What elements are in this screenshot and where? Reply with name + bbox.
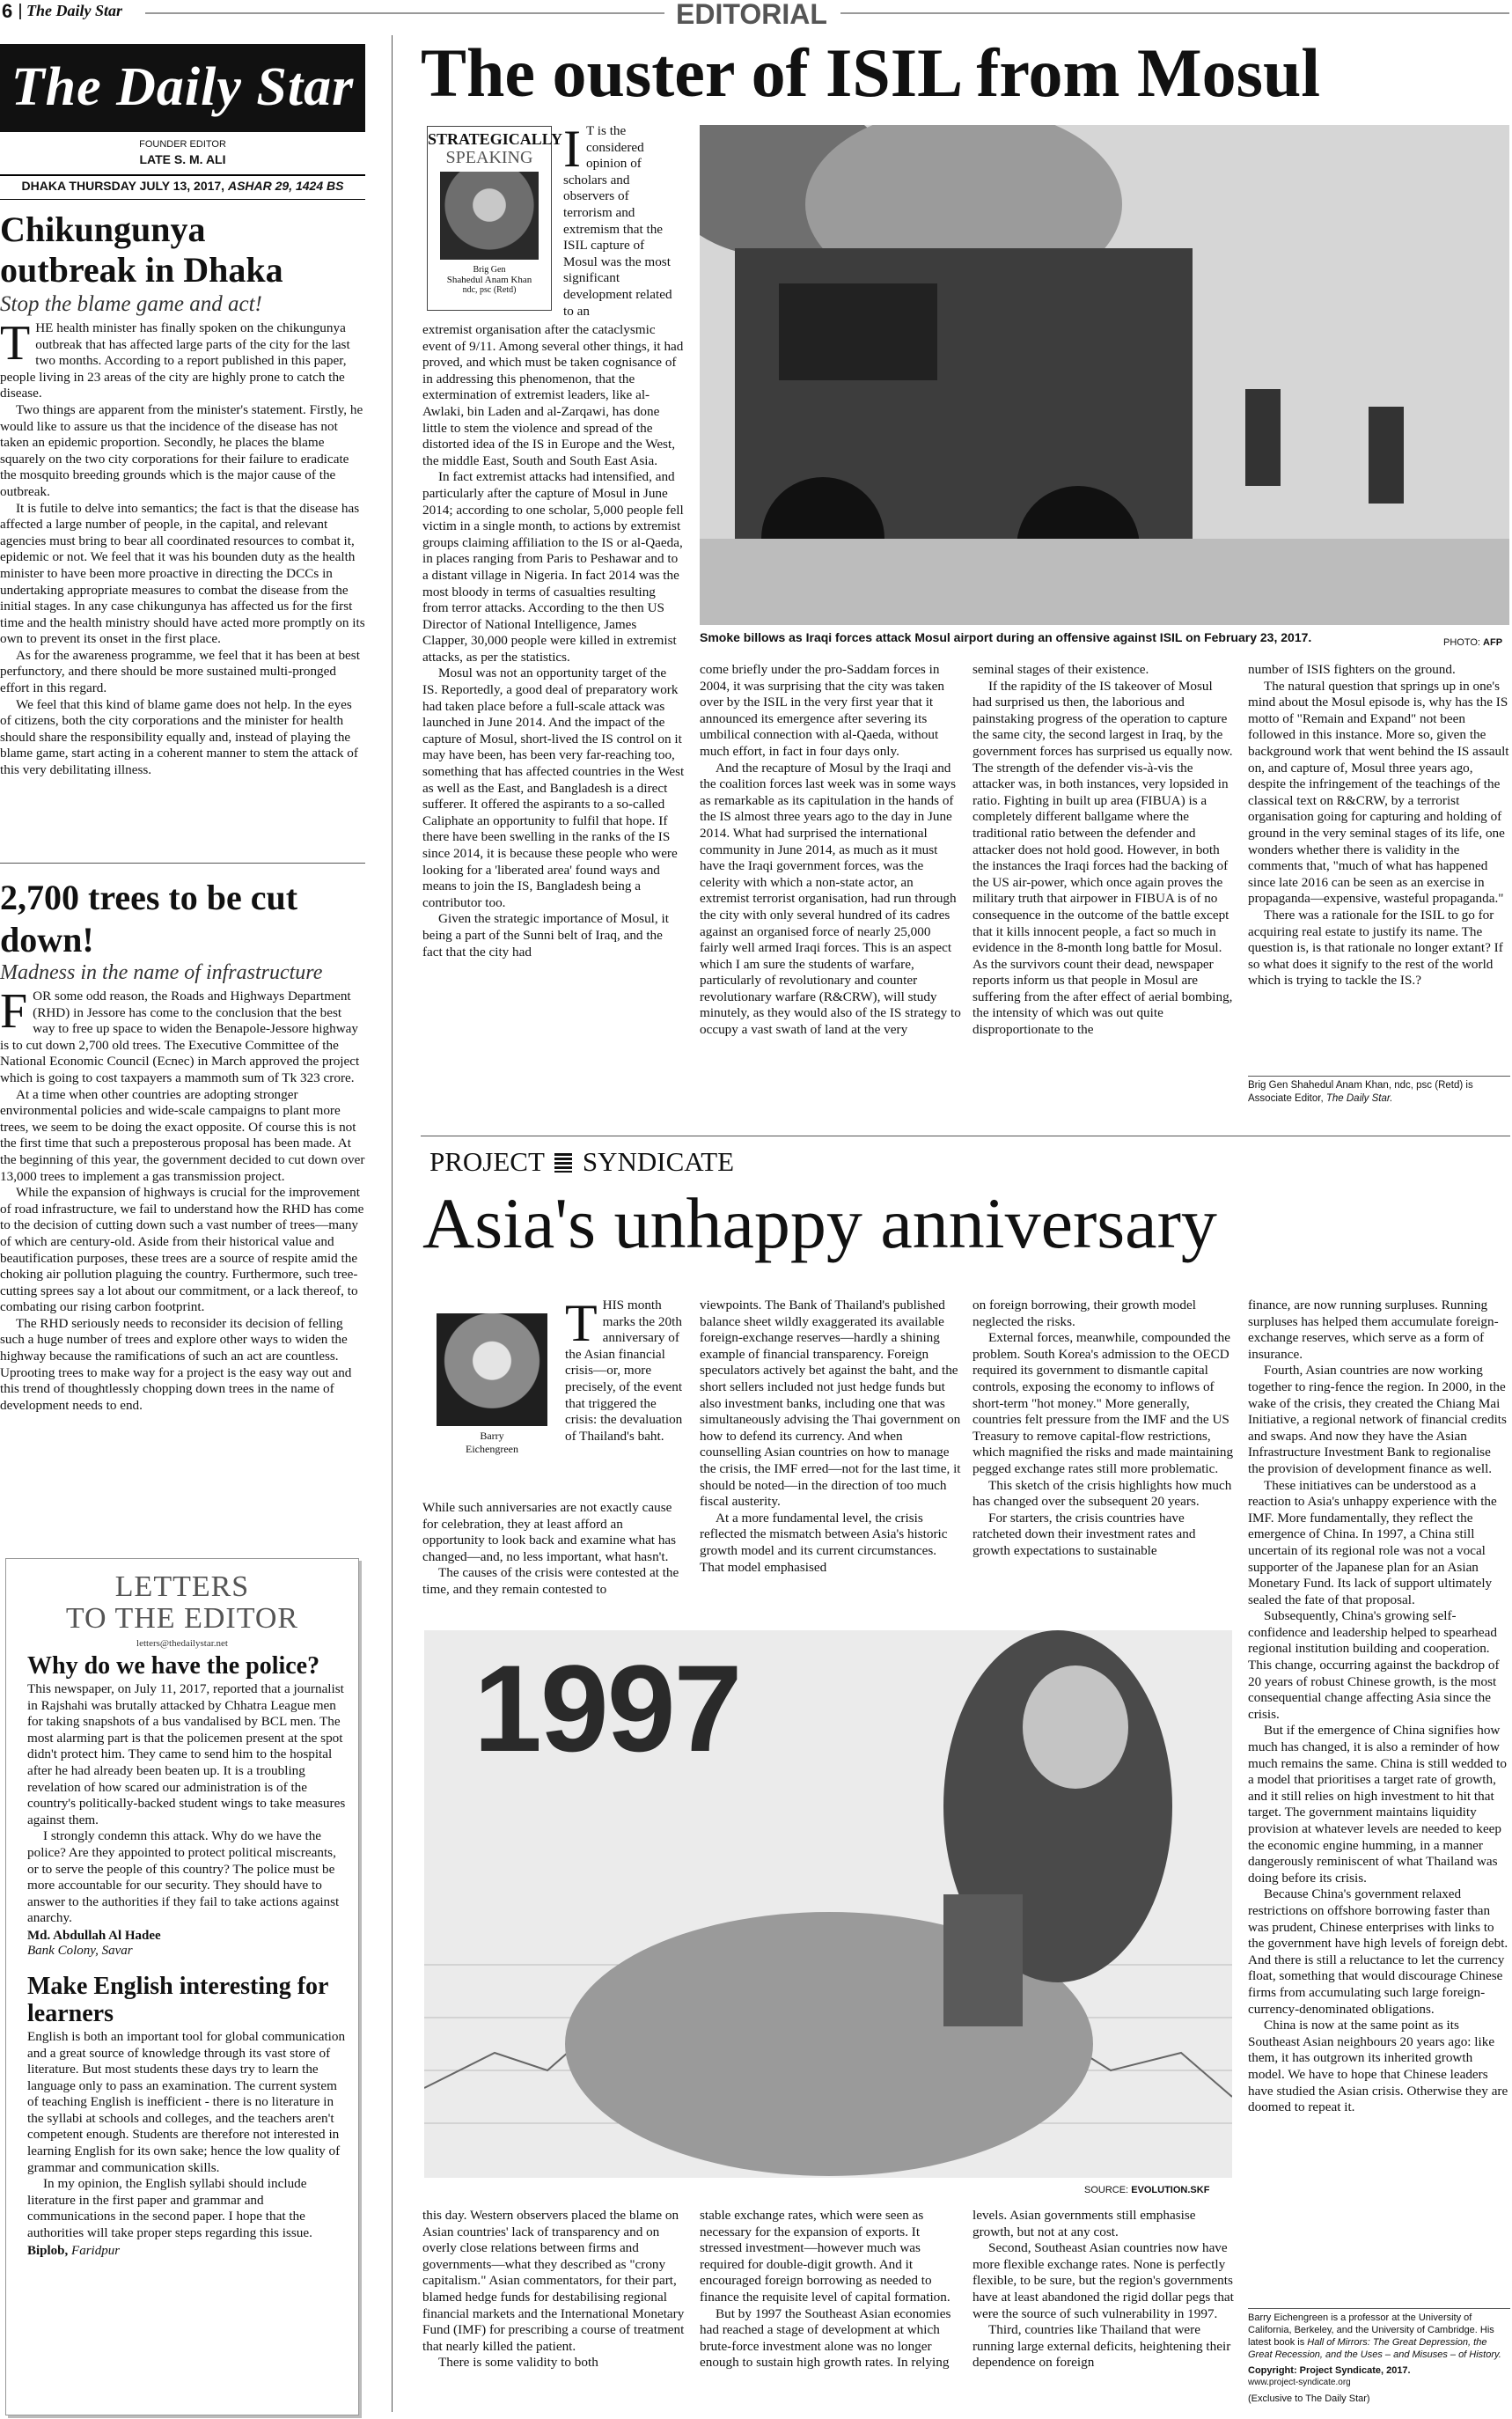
letter2-title: Make English interesting for learners <box>27 1972 328 2027</box>
syndicate-para: China is now at the same point as its Southeast Asian neighbours 20 years ago: like them, it has outgrown its inherited growth model. We have to hope that Chinese leaders have studied the Asian crisis. Otherwise they are doomed to repeat it. <box>1248 2018 1508 2115</box>
syndicate-col3 <box>973 1298 1235 1560</box>
editorial1-body <box>0 316 365 779</box>
eichengreen-first-name: Barry <box>480 1430 504 1442</box>
syndicate-para: The causes of the crisis were contested at the time, and they remain contested to <box>422 1565 679 1597</box>
isil-col2 <box>700 662 962 1039</box>
syndicate-para: While such anniversaries are not exactly cause for celebration, they at least afford an opportunity to look back and examine what has changed—and, no less important, what hasn't. <box>422 1500 677 1564</box>
isil-bio-paper: The Daily Star. <box>1325 1093 1393 1104</box>
syndicate-bio <box>1248 2312 1510 2405</box>
dateline-rule <box>0 199 365 200</box>
founder-name: LATE S. M. ALI <box>139 152 226 166</box>
isil-column-box <box>427 126 563 311</box>
letter1-author: Md. Abdullah Al Hadee <box>27 1928 161 1943</box>
isil-para: number of ISIS fighters on the ground. <box>1248 662 1456 677</box>
eichengreen-last-name: Eichengreen <box>466 1443 518 1455</box>
letter1-location: Bank Colony, Savar <box>27 1943 133 1958</box>
syndicate-bottom-col2 <box>700 2208 962 2371</box>
left-column-rule <box>392 35 393 2412</box>
bio-book: Hall of Mirrors: The Great Depression, the Great Recession, and the Uses – and Misuses – of History. <box>1248 2337 1501 2360</box>
editorial2-title: 2,700 trees to be cut down! <box>0 878 298 960</box>
dateline-english: DHAKA THURSDAY JULY 13, 2017, <box>21 179 228 193</box>
letters-email[interactable]: letters@thedailystar.net <box>136 1638 228 1649</box>
syndicate-exclusive: (Exclusive to The Daily Star) <box>1248 2393 1370 2404</box>
isil-col1 <box>422 322 685 960</box>
syndicate-para: Third, countries like Thailand that were running large external deficits, heightening their dependence on foreign <box>973 2322 1231 2371</box>
photo-credit-label: PHOTO: <box>1443 637 1484 648</box>
mosul-photo-credit <box>1443 637 1502 648</box>
letters-content <box>27 1652 346 2259</box>
eichengreen-photo-box <box>433 1313 551 1465</box>
syndicate-label-left: PROJECT <box>429 1146 545 1177</box>
founder-label: FOUNDER EDITOR <box>139 139 226 150</box>
isil-para: Given the strategic importance of Mosul, it being a part of the Sunni belt of Iraq, and the fact that the city had <box>422 911 669 960</box>
letter1-para: I strongly condemn this attack. Why do we have the police? Are they appointed to protect political miscreants, or to serve the people of this country? The police must be more accountable for our security. They should have to answer to the authorities if they fail to take actions against anarchy. <box>27 1828 340 1926</box>
letters-heading-line1: LETTERS <box>114 1570 250 1603</box>
isil-col1-intro <box>563 120 678 320</box>
editorial1-para: We feel that this kind of blame game does not help. In the eyes of citizens, both the city corporations and the minister for health should share the responsibility equally and, instead of playing the blame game, start acting in a coherent manner to stem the attack of this very debilitating illness. <box>0 696 358 778</box>
dateline-bengali: ASHAR 29, 1424 BS <box>227 179 344 193</box>
syndicate-col1 <box>422 1500 685 1599</box>
letter2-location: Faridpur <box>71 2243 121 2258</box>
isil-col3 <box>973 662 1235 1039</box>
photo-credit-source: AFP <box>1483 637 1503 648</box>
isil-para: If the rapidity of the IS takeover of Mosul had surprised us then, the laborious and painstaking progress of the operation to capture the same city, the second largest in Iraq, by the government forces has surprised us equally now. The strength of the defender vis-à-vis the attacker was, in both instances, very lopsided in ratio. Fighting in built up area (FIBUA) is a completely different ballgame where the traditional ratio between the defender and attacker does not hold good. However, in both the instances the Iraqi forces had the backing of the US air-power, which once again proves the military truth that airpower in FIBUA is of no consequence in the outcome of the battle except that it kills innocent people, a fact so much in evidence in the 8-month long battle for Mosul. As the survivors count their dead, newspaper reports inform us that people in Mosul are suffering from the after effect of aerial bombing, the intensity of which was out quite disproportionate to the <box>973 678 1233 1038</box>
syndicate-bio-rule <box>1248 2308 1510 2309</box>
syndicate-label <box>429 1146 734 1178</box>
syndicate-bio-text <box>1248 2312 1510 2361</box>
mosul-photo-caption: Smoke billows as Iraqi forces attack Mosul airport during an offensive against ISIL on February 23, 2017. <box>700 630 1312 644</box>
syndicate-para: stable exchange rates, which were seen as necessary for the expansion of exports. It stressed investment—however much was required for double-digit growth. And it encouraged foreign borrowing as needed to finance the requisite level of capital formation. <box>700 2208 951 2305</box>
syndicate-para: finance, are now running surpluses. Running surpluses has helped them accumulate foreign-exchange reserves, which serve as a form of insurance. <box>1248 1298 1499 1362</box>
isil-para: In fact extremist attacks had intensified, and particularly after the capture of Mosul in June 2014; according to one scholar, 5,000 people fell victim in a single month, to actions by extremist groups claiming affiliation to the IS or al-Qaeda, in places ranging from Paris to Peshawar and to a distant village in Nigeria. In fact 2014 was the most bloody in terms of casualties resulting from terror attacks. According to the then US Director of National Intelligence, James Clapper, 30,000 people were killed in extremist attacks, as per the statistics. <box>422 469 684 665</box>
editorial2-subtitle: Madness in the name of infrastructure <box>0 961 323 984</box>
syndicate-drop-cap: T <box>565 1294 598 1352</box>
syndicate-para: These initiatives can be understood as a reaction to Asia's unhappy experience with the IMF. More fundamentally, they reflect the emergence of China. In 1997, a China still uncertain of its regional role was not a vocal supporter of the Japanese plan for an Asian Monetary Fund. Its lack of support ultimately sealed the fate of that proposal. <box>1248 1477 1497 1607</box>
syndicate-website[interactable]: www.project-syndicate.org <box>1248 2378 1351 2387</box>
letter1-body <box>27 1681 346 1927</box>
masthead <box>0 44 365 132</box>
isil-para: And the recapture of Mosul by the Iraqi and the coalition forces last week was in some ways as remarkable as its capitulation in the hands of the IS almost three years ago to the day in June 2014. What had surprised the international community in June 2014, as much as it must have the Iraqi government forces, was the celerity with which a non-state actor, an extremist terrorist organisation, had run through the city with only several hundred of its cadres against an organised force of nearly 25,000 fairly well armed Iraqi forces. This is an aspect which I am sure the students of warfare, particularly of revolutionary and counter revolutionary warfare (R&CRW), will study minutely, as they would also of the IS strategy to occupy a vast swath of land at the very <box>700 760 961 1038</box>
crisis-year-text: 1997 <box>473 1639 741 1777</box>
syndicate-col2 <box>700 1298 962 1576</box>
syndicate-col1-intro <box>565 1294 686 1445</box>
isil-para: extremist organisation after the cataclysmic event of 9/11. Among several other things, it had proved, and which must be taken cognisance of in addressing this phenomenon, that the extermination of extremist leaders, like al-Awlaki, bin Laden and al-Zarqawi, has done little to stem the violence and spread of the distorted idea of the IS in Europe and the West, the middle East, South and South East Asia. <box>422 322 684 468</box>
mosul-photo <box>700 125 1509 625</box>
syndicate-para: Subsequently, China's growing self-confidence and leadership helped to spearhead regional institution building and cooperation. This change, occurring against the backdrop of 20 years of robust Chinese growth, is the most consequential change affecting Asia since the crisis. <box>1248 1608 1500 1722</box>
letter2-para: English is both an important tool for global communication and a great source of knowledge through its vast store of literature. But most students these days try to learn the language only to pass an examination. The current system of teaching English is inefficient - there is no literature in the syllabi at schools and colleges, and the teachers aren't competent enough. Students are therefore not interested in learning English for its own sake; hence the low quality of grammar and communication skills. <box>27 2028 346 2175</box>
syndicate-col4 <box>1248 1298 1510 2116</box>
editorial-divider <box>0 863 365 864</box>
syndicate-para: This sketch of the crisis highlights how much has changed over the subsequent 20 years. <box>973 1477 1232 1510</box>
syndicate-para: Second, Southeast Asian countries now have more flexible exchange rates. None is perfectly flexible, to be sure, but the region's governments have at least abandoned the rigid dollar pegs that were the source of such vulnerability in 1997. <box>973 2240 1234 2321</box>
isil-author-name: Shahedul Anam Khan <box>446 275 532 285</box>
editorial1-title: Chikungunya outbreak in Dhaka <box>0 210 283 290</box>
syndicate-para: Fourth, Asian countries are now working together to ring-fence the region. In 2000, in the wake of the crisis, they created the Chiang Mai Initiative, a regional network of financial credits and swaps. And now they have the Asian Infrastructure Investment Bank to regionalise the provision of development finance as well. <box>1248 1363 1507 1476</box>
editorial-trees <box>0 877 365 1414</box>
editorial2-para: While the expansion of highways is crucial for the improvement of road infrastructure, we fail to understand how the RHD has come to the decision of cutting down such a vast number of trees—many of which are century-old. Aside from their historical value and beautification purposes, these trees are a source of respite amid the choking air pollution plaguing the country. Furthermore, such tree-cutting sprees say a lot about our commitment, or a lack thereof, to combating our rising carbon footprint. <box>0 1185 364 1315</box>
syndicate-para: But by 1997 the Southeast Asian economies had reached a stage of development at which brute-force investment alone was no longer enough to sustain high growth rates. In relying <box>700 2305 951 2371</box>
syndicate-title: Asia's unhappy anniversary <box>422 1183 1217 1263</box>
column-label-speaking: SPEAKING <box>445 148 533 167</box>
letter2-body <box>27 2029 346 2242</box>
syndicate-logo-icon <box>554 1153 572 1173</box>
eichengreen-photo <box>437 1313 547 1426</box>
isil-author-photo <box>440 172 539 260</box>
isil-para: Mosul was not an opportunity target of the IS. Reportedly, a good deal of preparatory work had taken place before a full-scale attack was launched in June 2014. And the impact of the capture of Mosul, short-lived the IS control on it may have been, has been very far-reaching too, something that has affected countries in the West as well as the East, and Bangladesh is a direct sufferer. It offered the aspirants to a so-called Caliphate an opportunity to fulfil that hope. If there have been swelling in the ranks of the IS since 2014, it is because these people who were looking for a 'liberated area' found ways and means to join the IS, Bangladesh being a contributor too. <box>422 665 685 910</box>
editorial2-para: The RHD seriously needs to reconsider its decision of felling such a huge number of trees and explore other ways to widen the highway because the ramifications of such an act are countless. Uprooting trees to make way for a project is the easy way out and this trend of thoughtlessly chopping down trees in the name of development needs to end. <box>0 1315 352 1413</box>
editorial2-para: At a time when other countries are adopting stronger environmental policies and wide-scale campaigns to plant more trees, we seem to be doing the exact opposite. Of course this is not the first time that such a preposterous proposal has been made. At the beginning of this year, the government decided to cut down over 13,000 trees to implement a gas transmission project. <box>0 1086 365 1184</box>
isil-intro-text: T is the considered opinion of scholars and observers of terrorism and extremism that the ISIL capture of Mosul was the most significant development related to an <box>563 123 672 319</box>
syndicate-copyright: Copyright: Project Syndicate, 2017. <box>1248 2365 1411 2376</box>
isil-para: come briefly under the pro-Saddam forces in 2004, it was surprising that the city was taken over by the ISIL in the very first year that it announced its emergence after severing its umbilical connection with al-Qaeda, without much effort, in fact in four days only. <box>700 662 944 759</box>
editorial1-para: As for the awareness programme, we feel that it has been at best perfunctory, and there should be more sustained multi-pronged effort in this regard. <box>0 647 360 696</box>
header-divider <box>19 4 21 19</box>
masthead-name: The Daily Star <box>11 57 355 117</box>
editorial1-para: HE health minister has finally spoken on the chikungunya outbreak that has affected large parts of the city for the last two months. According to a report published in this paper, people living in 23 areas of the city are highly prone to catch the disease. <box>0 320 350 401</box>
section-label: EDITORIAL <box>676 0 827 30</box>
page-header <box>0 0 1512 30</box>
syndicate-para: But if the emergence of China signifies how much has changed, it is also a reminder of how much remains the same. China is still wedded to a model that prioritises a target rate of growth, and it still relies on high investment to hit that target. The government maintains liquidity provision at whatever levels are needed to keep the economic engine humming, in a manner dangerously reminiscent of what Thailand was doing before its crisis. <box>1248 1723 1507 1886</box>
editorial1-para: It is futile to delve into semantics; the fact is that the disease has affected a large number of people, in the capital, and relevant agencies must bring to bear all coordinated resources to combat it, epidemic or not. We feel that it was his bounden duty as the health minister to have been more proactive in directing the DCCs in undertaking appropriate measures to combat the disease from the initial stages. In any case chikungunya has affected us for the first time and the health ministry should have acted more promptly on its own to prevent its onset in the first place. <box>0 500 365 647</box>
isil-bio-rule <box>1248 1076 1510 1077</box>
letter1-para: This newspaper, on July 11, 2017, reported that a journalist in Rajshahi was brutally attacked by Chhatra League men for taking snapshots of a bus vandalised by BCL men. The most alarming part is that the policemen present at the spot didn't protect him. They came to send him to the hospital after he had already been beaten up. It is a troubling revelation of how scared our administration is of the country's politically-backed student wings to take measures against them. <box>27 1681 346 1827</box>
source-label: SOURCE: <box>1084 2185 1132 2195</box>
syndicate-intro-text: HIS month marks the 20th anniversary of the Asian financial crisis—or, more precisely, of the event that triggered the crisis: the devaluation of Thailand's baht. <box>565 1298 683 1444</box>
letter2-para: In my opinion, the English syllabi should include literature in the first paper and grammar and communications in the second paper. I hope that the authorities will take proper steps regarding this issue. <box>27 2176 312 2241</box>
letter2-author: Biplob, <box>27 2243 69 2258</box>
isil-bio-text: Brig Gen Shahedul Anam Khan, ndc, psc (Retd) is Associate Editor, <box>1248 1080 1473 1104</box>
letter1-title: Why do we have the police? <box>27 1652 320 1680</box>
syndicate-bottom-col1 <box>422 2208 685 2371</box>
isil-col4 <box>1248 662 1510 989</box>
bio-name: Barry Eichengreen is a professor at the University of California, Berkeley, and the University of Cambridge. His latest book is <box>1248 2312 1494 2348</box>
syndicate-para: For starters, the crisis countries have ratcheted down their investment rates and growth expectations to sustainable <box>973 1510 1196 1558</box>
isil-para: seminal stages of their existence. <box>973 662 1149 677</box>
syndicate-para: this day. Western observers placed the blame on Asian countries' lack of transparency and on overly close relations between firms and governments—what they described as "crony capitalism." Asian commentators, for their part, blamed hedge funds for destabilising regional financial markets and the International Monetary Fund (IMF) for prescribing a course of treatment that nearly killed the patient. <box>422 2208 685 2354</box>
isil-author-post: ndc, psc (Retd) <box>462 285 517 295</box>
masthead-rule <box>0 174 365 176</box>
syndicate-label-right: SYNDICATE <box>582 1146 735 1177</box>
syndicate-para: At a more fundamental level, the crisis reflected the mismatch between Asia's historic growth model and its current circumstances. That model emphasised <box>700 1510 948 1575</box>
header-rule-left <box>145 12 664 14</box>
dateline <box>0 179 365 193</box>
editorial1-para: Two things are apparent from the minister's statement. Firstly, he would like to assure us that the incidence of the disease has not taken an epidemic proportion. Secondly, he places the blame squarely on the two city corporations for their failure to eradicate the mosquito breeding grounds which is the major cause of the outbreak. <box>0 401 363 499</box>
syndicate-para: External forces, meanwhile, compounded the problem. South Korea's admission to the OECD required its government to dismantle capital controls, exposing the economy to inflows of short-term "hot money." More generally, countries felt pressure from the IMF and the US Treasury to remove capital-flow restrictions, which magnified the risks and made maintaining pegged exchange rates still more problematic. <box>973 1330 1234 1476</box>
header-rule-right <box>840 12 1509 14</box>
syndicate-para: Because China's government relaxed restrictions on offshore borrowing faster than was prudent, Chinese enterprises with links to the government have high levels of foreign debt. And there is still a reluctance to let the currency float, something that would discourage Chinese firms from accumulating such large foreign-currency-denominated obligations. <box>1248 1886 1508 2017</box>
editorial-chikungunya <box>0 210 365 779</box>
crisis-illustration <box>424 1630 1232 2178</box>
mosul-photo-graphic <box>700 125 1509 625</box>
isil-drop-cap: I <box>563 120 581 178</box>
source-name: EVOLUTION.SKF <box>1131 2185 1210 2195</box>
syndicate-para: levels. Asian governments still emphasise growth, but not at any cost. <box>973 2208 1196 2239</box>
editorial2-body <box>0 984 365 1414</box>
syndicate-para: There is some validity to both <box>438 2355 598 2371</box>
syndicate-para: viewpoints. The Bank of Thailand's published balance sheet wildly exaggerated its available foreign-exchange reserves—hardly a shining example of financial transparency. Foreign speculators actively bet against the baht, and the short sellers included not just hedge funds but also investment banks, including one that was simultaneously advising the Thai government on how to defend its currency. And when counselling Asian countries on how to manage the crisis, the IMF erred—not for the last time, it should be noted—in the direction of too much fiscal austerity. <box>700 1298 961 1510</box>
letter2-signature <box>27 2244 346 2259</box>
syndicate-para: on foreign borrowing, their growth model neglected the risks. <box>973 1298 1196 1329</box>
letters-heading-line2: TO THE EDITOR <box>65 1602 299 1635</box>
editorial2-drop-cap: F <box>0 984 28 1039</box>
editorial2-para: OR some odd reason, the Roads and Highways Department (RHD) in Jessore has come to the conclusion that the best way to free up space to widen the Benapole-Jessore highway is to cut down 2,700 old trees. The Executive Committee of the National Economic Council (Ecnec) in March approved the project which is going to cost taxpayers a mammoth sum of Tk 323 crore. <box>0 989 360 1085</box>
letters-box <box>5 1558 359 2415</box>
header-paper-name: The Daily Star <box>26 2 123 19</box>
syndicate-bottom-col3 <box>973 2208 1235 2371</box>
isil-bio <box>1248 1079 1510 1106</box>
editorial1-drop-cap: T <box>0 316 31 371</box>
isil-para: The natural question that springs up in one's mind about the Mosul episode is, why has the IS motto of "Remain and Expand" not been followed in this instance. More so, given the background work that went behind the IS assault on, and capture of, Mosul three years ago, despite the infringement of the teachings of the classical text on R&CRW, by a terrorist organisation going for capturing and holding of ground in the very seminal stages of its life, one wonders whether there is validity in the comments that, "much of what has happened since late 2016 can be seen as an exercise in propaganda—expensive, wasteful propaganda." <box>1248 678 1509 907</box>
editorial1-subtitle: Stop the blame game and act! <box>0 292 262 316</box>
isil-author-rank: Brig Gen <box>473 265 506 275</box>
isil-para: There was a rationale for the ISIL to go for acquiring real estate to justify its name. The question is, is that rationale no longer extant? If so what does it signify to the rest of the world which is trying to tackle the IS.? <box>1248 907 1503 989</box>
illustration-source <box>1084 2185 1209 2195</box>
column-label-strategically: STRATEGICALLY <box>428 130 563 148</box>
isil-title: The ouster of ISIL from Mosul <box>421 34 1321 111</box>
page-number: 6 <box>2 0 13 22</box>
